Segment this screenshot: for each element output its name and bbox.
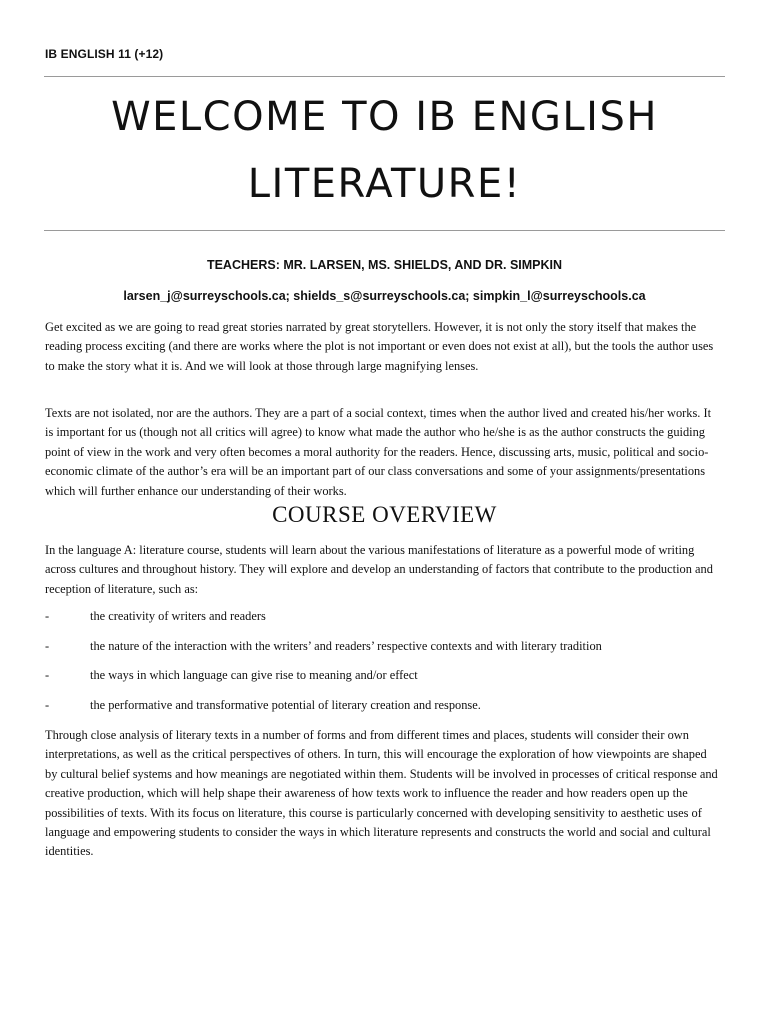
bottom-divider [44, 230, 725, 231]
list-item-text: the nature of the interaction with the writers’ and readers’ respective contexts and with literary tradition [90, 639, 602, 653]
page-title: WELCOME TO IB ENGLISH LITERATURE! [111, 94, 658, 207]
list-item-text: the creativity of writers and readers [90, 609, 266, 623]
course-overview-heading: COURSE OVERVIEW [272, 502, 497, 527]
bullet-dash: - [45, 668, 50, 682]
teachers-line: TEACHERS: MR. LARSEN, MS. SHIELDS, AND DR. SIMPKIN [206, 258, 563, 272]
list-item-text: the performative and transformative potential of literary creation and response. [90, 698, 481, 712]
bullet-dash: - [45, 609, 50, 623]
teacher-emails: larsen_j@surreyschools.ca; shields_s@surreyschools.ca; simpkin_l@surreyschools.ca [123, 289, 646, 303]
intro-paragraph-2: Texts are not isolated, nor are the authors. They are a part of a social context, times when the author lived and created his/her works. It is important for us (though not all critics will agree) to know what made the author who he/she is as the author constructs the guiding point of view in the work and very often becomes a moral authority for the readers. Hence, discussing arts, music, political and socio-economic climate of the author’s era will be an important part of our class conversations and some of your assignments/presentations which will further enhance our understanding of their works. [45, 406, 712, 498]
top-divider [44, 76, 725, 77]
overview-paragraph-2: Through close analysis of literary texts in a number of forms and from different times and places, students will consider their own interpretations, as well as the critical perspectives of others. In turn, this will encourage the exploration of how viewpoints are shaped by cultural belief systems and how meanings are negotiated within them. Students will be involved in processes of critical response and creative production, which will help shape their awareness of how texts work to influence the reader and how readers open up the possibilities of texts. With its focus on literature, this course is particularly concerned with developing sensitivity to aesthetic uses of language and empowering students to consider the ways in which literature represents and constructs the world and social and cultural identities. [45, 728, 718, 859]
intro-paragraph-1: Get excited as we are going to read great stories narrated by great storytellers. However, it is not only the story itself that makes the reading process exciting (and there are works where the plot is not important or even does not exist at all), but the tools the author uses to make the story what it is. And we will look at those through large magnifying lenses. [45, 320, 714, 373]
course-code-header: IB ENGLISH 11 (+12) [45, 47, 164, 61]
bullet-dash: - [45, 639, 50, 653]
overview-paragraph-1: In the language A: literature course, students will learn about the various manifestations of literature as a powerful mode of writing across cultures and throughout history. They will explore and develop an understanding of factors that contribute to the production and reception of literature, such as: [45, 543, 713, 596]
list-item-text: the ways in which language can give rise to meaning and/or effect [90, 668, 418, 682]
bullet-dash: - [45, 698, 50, 712]
